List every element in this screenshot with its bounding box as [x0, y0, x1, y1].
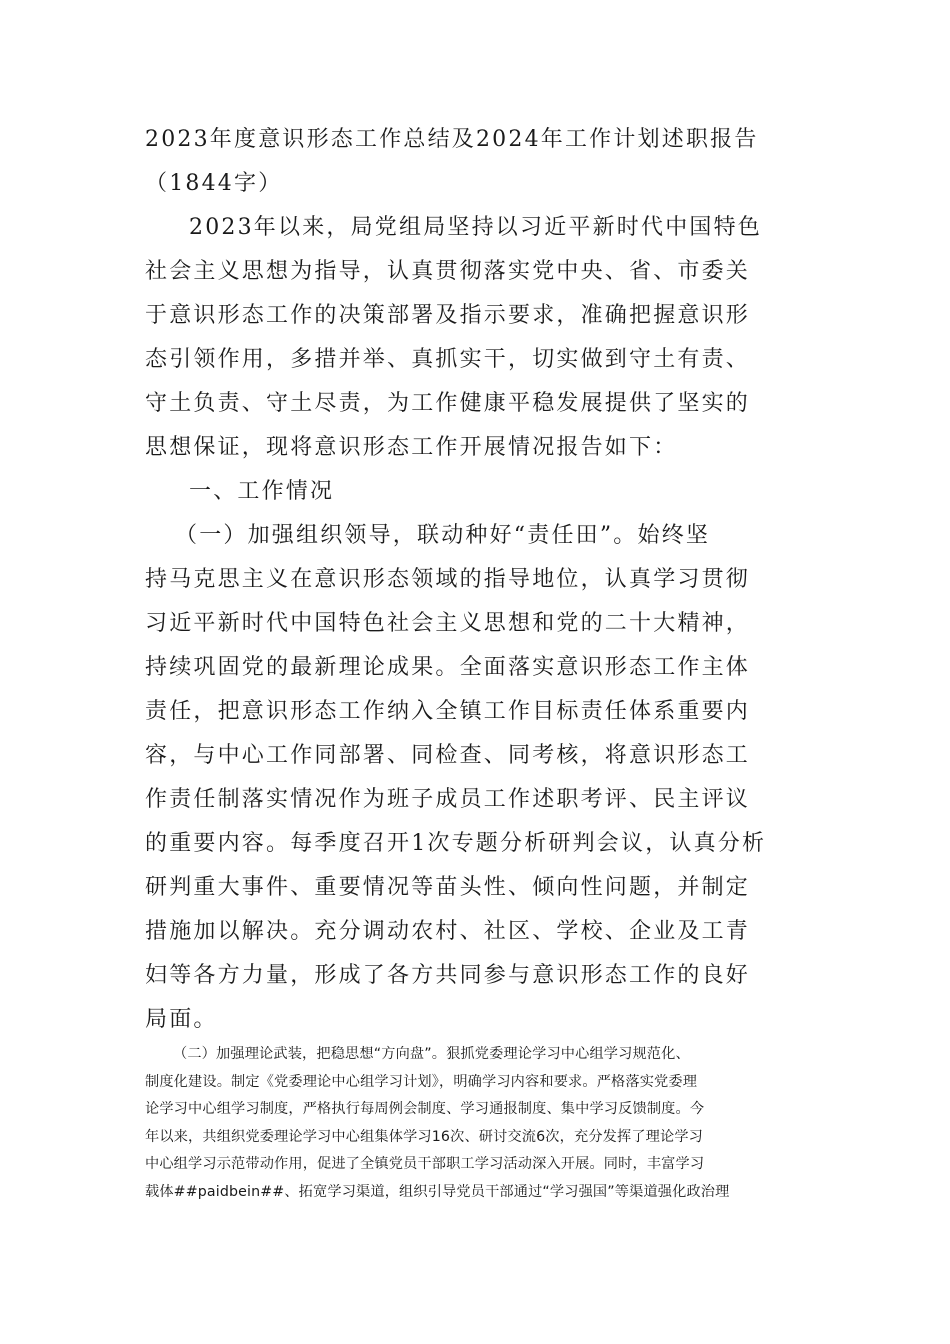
text-line: 持续巩固党的最新理论成果。全面落实意识形态工作主体: [145, 655, 751, 680]
text-line: 制度化建设。制定《党委理论中心组学习计划》，明确学习内容和要求。严格落实党委理: [145, 1073, 698, 1090]
text-line: （一）加强组织领导，联动种好“责任田”。始终坚: [175, 523, 711, 548]
text-line: 2023年以来，局党组局坚持以习近平新时代中国特色: [189, 215, 762, 240]
text-line: 责任，把意识形态工作纳入全镇工作目标责任体系重要内: [145, 699, 751, 724]
intro-paragraph: [145, 206, 807, 470]
text-line: 守土负责、守土尽责，为工作健康平稳发展提供了坚实的: [145, 391, 751, 416]
text-line: 中心组学习示范带动作用，促进了全镇党员干部职工学习活动深入开展。同时，丰富学习: [145, 1156, 705, 1172]
document-title-wordcount: [145, 162, 807, 206]
section-heading-text: 一、工作情况: [189, 479, 335, 504]
section-heading: [145, 470, 807, 514]
text-line: 态引领作用，多措并举、真抓实干，切实做到守土有责、: [145, 347, 751, 372]
title-line-2: （1844字）: [145, 171, 283, 196]
text-line: 妇等各方力量，形成了各方共同参与意识形态工作的良好: [145, 963, 751, 988]
title-line-1: 2023年度意识形态工作总结及2024年工作计划述职报告: [145, 127, 759, 152]
text-line: 局面。: [145, 1007, 218, 1032]
text-line: （二）加强理论武装，把稳思想“方向盘”。狠抓党委理论学习中心组学习规范化、: [173, 1046, 690, 1062]
section1-paragraph: [145, 514, 807, 1042]
text-line: 容，与中心工作同部署、同检查、同考核，将意识形态工: [145, 743, 751, 768]
text-line: 论学习中心组学习制度，严格执行每周例会制度、学习通报制度、集中学习反馈制度。今: [145, 1101, 705, 1117]
text-line: 措施加以解决。充分调动农村、社区、学校、企业及工青: [145, 919, 751, 944]
text-line: 于意识形态工作的决策部署及指示要求，准确把握意识形: [145, 303, 751, 328]
text-line: 的重要内容。每季度召开1次专题分析研判会议，认真分析: [145, 831, 767, 856]
text-line: 持马克思主义在意识形态领域的指导地位，认真学习贯彻: [145, 567, 751, 592]
text-line: 载体##paidbein##、拓宽学习渠道，组织引导党员干部通过“学习强国”等渠道强化政治理: [145, 1183, 730, 1200]
text-line: 年以来，共组织党委理论学习中心组集体学习16次、研讨交流6次，充分发挥了理论学习: [145, 1128, 704, 1145]
text-line: 思想保证，现将意识形态工作开展情况报告如下：: [145, 435, 678, 460]
document-title: [145, 118, 807, 162]
text-line: 研判重大事件、重要情况等苗头性、倾向性问题，并制定: [145, 875, 751, 900]
section2-paragraph: [145, 1041, 810, 1206]
text-line: 习近平新时代中国特色社会主义思想和党的二十大精神，: [145, 611, 751, 636]
text-line: 作责任制落实情况作为班子成员工作述职考评、民主评议: [145, 787, 751, 812]
text-line: 社会主义思想为指导，认真贯彻落实党中央、省、市委关: [145, 259, 751, 284]
